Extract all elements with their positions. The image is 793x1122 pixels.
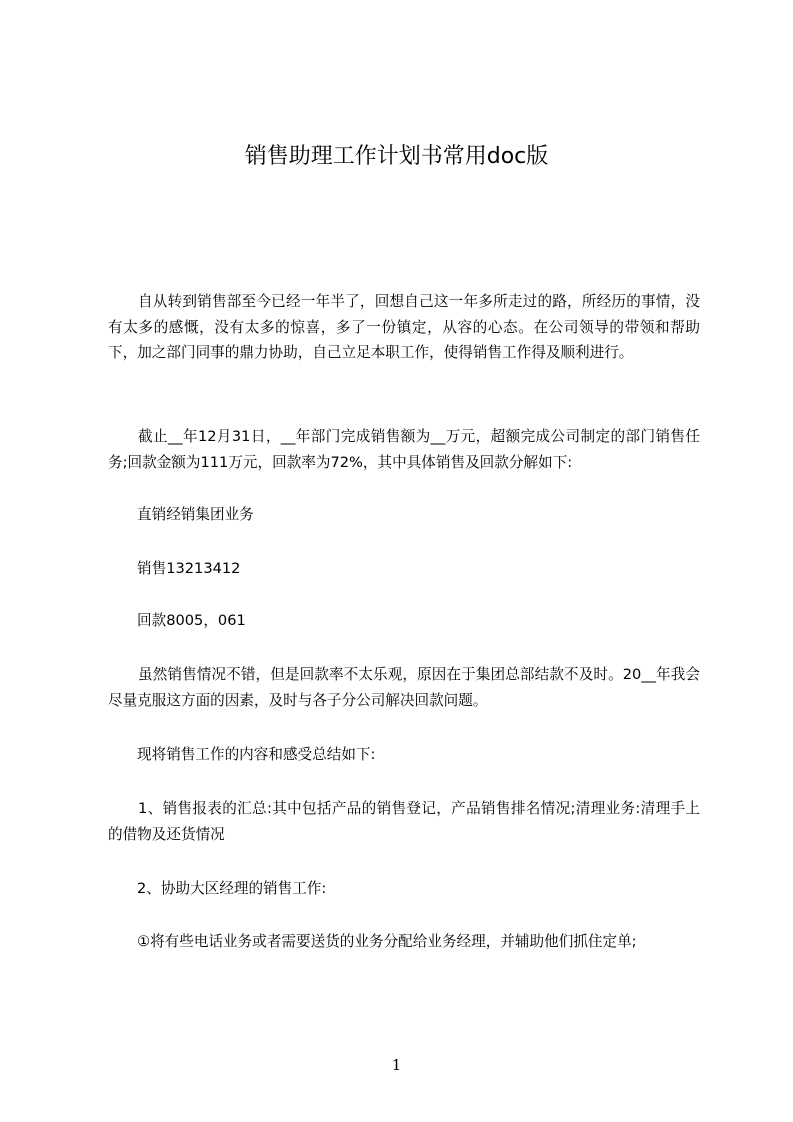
- paragraph-item-2: 2、协助大区经理的销售工作:: [137, 880, 327, 897]
- paragraph-payment-figure: 回款8005，061: [137, 612, 246, 629]
- document-title: 销售助理工作计划书常用doc版: [244, 144, 549, 169]
- paragraph-direct-business: 直销经销集团业务: [137, 506, 254, 523]
- paragraph-work-summary-intro: 现将销售工作的内容和感受总结如下:: [137, 746, 376, 763]
- paragraph-item-1: 1、销售报表的汇总:其中包括产品的销售登记，产品销售排名情况;清理业务:清理手上的借物及还货情况: [108, 800, 700, 843]
- paragraph-item-2-1: ①将有些电话业务或者需要送货的业务分配给业务经理，并辅助他们抓住定单;: [137, 933, 637, 950]
- paragraph-payment-analysis: 虽然销售情况不错，但是回款率不太乐观，原因在于集团总部结款不及时。20__年我会尽量克服这方面的因素，及时与各子分公司解决回款问题。: [108, 666, 700, 709]
- page-number: 1: [391, 1056, 402, 1074]
- paragraph-sales-summary: 截止__年12月31日，__年部门完成销售额为__万元，超额完成公司制定的部门销售任务;回款金额为111万元，回款率为72%，其中具体销售及回款分解如下:: [108, 428, 700, 471]
- paragraph-sales-figure: 销售13213412: [137, 560, 241, 577]
- paragraph-intro: 自从转到销售部至今已经一年半了，回想自己这一年多所走过的路，所经历的事情，没有太多的感慨，没有太多的惊喜，多了一份镇定，从容的心态。在公司领导的带领和帮助下，加之部门同事的鼎力协助，自己立足本职工作，使得销售工作得及顺利进行。: [108, 293, 700, 361]
